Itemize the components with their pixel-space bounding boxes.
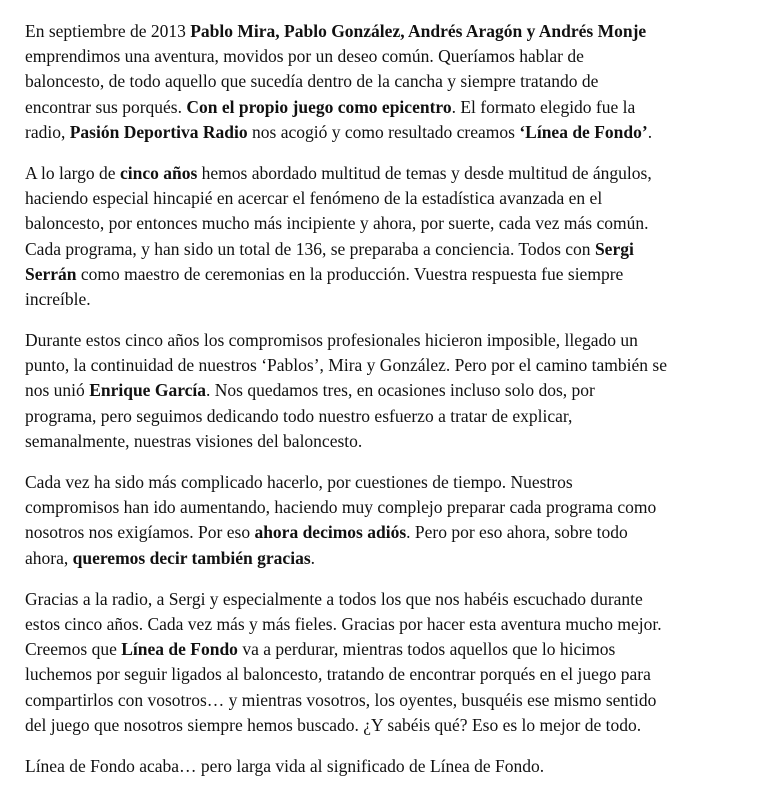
text-segment: Durante estos cinco años los compromisos profesionales hicieron imposible, llegado un [25, 330, 638, 351]
paragraph [25, 19, 725, 145]
text-line [25, 404, 725, 429]
text-segment: haciendo especial hincapié en acercar el fenómeno de la estadística avanzada en el [25, 188, 603, 209]
text-segment: Cada vez ha sido más complicado hacerlo, por cuestiones de tiempo. Nuestros [25, 472, 573, 492]
text-line [25, 470, 725, 495]
text-line [25, 662, 725, 687]
bold-text: Con el propio juego como epicentro [186, 96, 452, 117]
bold-text: Pablo Mira, Pablo González, Andrés Aragón y Andrés Monje [190, 21, 647, 41]
text-segment: En septiembre de 2013 [25, 21, 191, 41]
bold-text: queremos decir también gracias [72, 547, 311, 568]
text-line [25, 546, 725, 571]
text-line [25, 688, 725, 713]
text-segment: increíble. [25, 288, 91, 309]
document-body [25, 19, 725, 795]
bold-text: ahora decimos adiós [254, 522, 407, 543]
text-segment: hemos abordado multitud de temas y desde multitud de ángulos, [197, 162, 652, 183]
text-segment: Línea de Fondo acaba… pero larga vida al significado de Línea de Fondo. [25, 755, 545, 776]
text-segment: ahora, [25, 547, 73, 568]
text-segment: semanalmente, nuestras visiones del baloncesto. [25, 430, 363, 451]
text-segment: punto, la continuidad de nuestros ‘Pablos’, Mira y González. Pero por el camino también se [25, 355, 667, 376]
paragraph [25, 587, 725, 738]
text-segment: . Nos quedamos tres, en ocasiones incluso solo dos, por [206, 380, 595, 401]
text-line [25, 19, 725, 44]
text-line [25, 262, 725, 287]
text-segment: programa, pero seguimos dedicando todo nuestro esfuerzo a tratar de explicar, [25, 405, 573, 426]
text-segment: . El formato elegido fue la [451, 96, 636, 117]
text-segment: como maestro de ceremonias en la producción. Vuestra respuesta fue siempre [76, 263, 624, 284]
text-segment: nos acogió y como resultado creamos [247, 121, 520, 142]
text-line [25, 754, 725, 779]
text-segment: baloncesto, de todo aquello que sucedía dentro de la cancha y siempre tratando de [25, 71, 599, 92]
text-line [25, 637, 725, 662]
text-segment: Creemos que [25, 639, 122, 660]
text-segment: del juego que nosotros siempre hemos buscado. ¿Y sabéis qué? Eso es lo mejor de todo. [25, 714, 642, 735]
text-segment: va a perdurar, mientras todos aquellos que lo hicimos [237, 639, 616, 660]
paragraph [25, 754, 725, 779]
text-line [25, 44, 725, 69]
text-line [25, 328, 725, 353]
bold-text: Pasión Deportiva Radio [69, 121, 248, 142]
text-line [25, 237, 725, 262]
text-line [25, 186, 725, 211]
text-segment: estos cinco años. Cada vez más y más fieles. Gracias por hacer esta aventura mucho mejor. [25, 613, 662, 634]
bold-text: Serrán [25, 263, 77, 284]
text-segment: emprendimos una aventura, movidos por un deseo común. Queríamos hablar de [25, 46, 584, 67]
text-segment: . [647, 121, 653, 142]
text-line [25, 211, 725, 236]
text-segment: . Pero por eso ahora, sobre todo [406, 522, 628, 543]
text-line [25, 429, 725, 454]
text-line [25, 587, 725, 612]
text-line [25, 713, 725, 738]
bold-text: Línea de Fondo [121, 639, 238, 660]
paragraph [25, 328, 725, 454]
text-line [25, 378, 725, 403]
text-segment: A lo largo de [25, 162, 120, 183]
bold-text: ‘Línea de Fondo’ [519, 121, 648, 142]
text-segment: baloncesto, por entonces mucho más incipiente y ahora, por suerte, cada vez más común. [25, 213, 649, 234]
text-line [25, 612, 725, 637]
text-line [25, 161, 725, 186]
text-segment: nosotros nos exigíamos. Por eso [25, 522, 255, 543]
text-line [25, 95, 725, 120]
text-line [25, 353, 725, 378]
text-segment: radio, [25, 121, 70, 142]
text-line [25, 69, 725, 94]
paragraph [25, 470, 725, 571]
text-segment: luchemos por seguir ligados al baloncesto, tratando de encontrar porqués en el juego para [25, 664, 651, 685]
text-segment: encontrar sus porqués. [25, 96, 187, 117]
text-line [25, 287, 725, 312]
text-segment: Cada programa, y han sido un total de 136, se preparaba a conciencia. Todos con [25, 238, 595, 259]
text-line [25, 495, 725, 520]
text-segment: compromisos han ido aumentando, haciendo muy complejo preparar cada programa como [25, 497, 657, 518]
paragraph [25, 161, 725, 312]
text-segment: compartirlos con vosotros… y mientras vosotros, los oyentes, busquéis ese mismo sentido [25, 689, 657, 710]
text-line [25, 520, 725, 545]
text-segment: Gracias a la radio, a Sergi y especialmente a todos los que nos habéis escuchado durante [25, 588, 643, 609]
text-segment: . [310, 547, 316, 568]
text-line [25, 120, 725, 145]
bold-text: cinco años [119, 162, 198, 183]
text-segment: nos unió [25, 380, 90, 401]
bold-text: Sergi [594, 238, 634, 259]
bold-text: Enrique García [89, 380, 207, 401]
